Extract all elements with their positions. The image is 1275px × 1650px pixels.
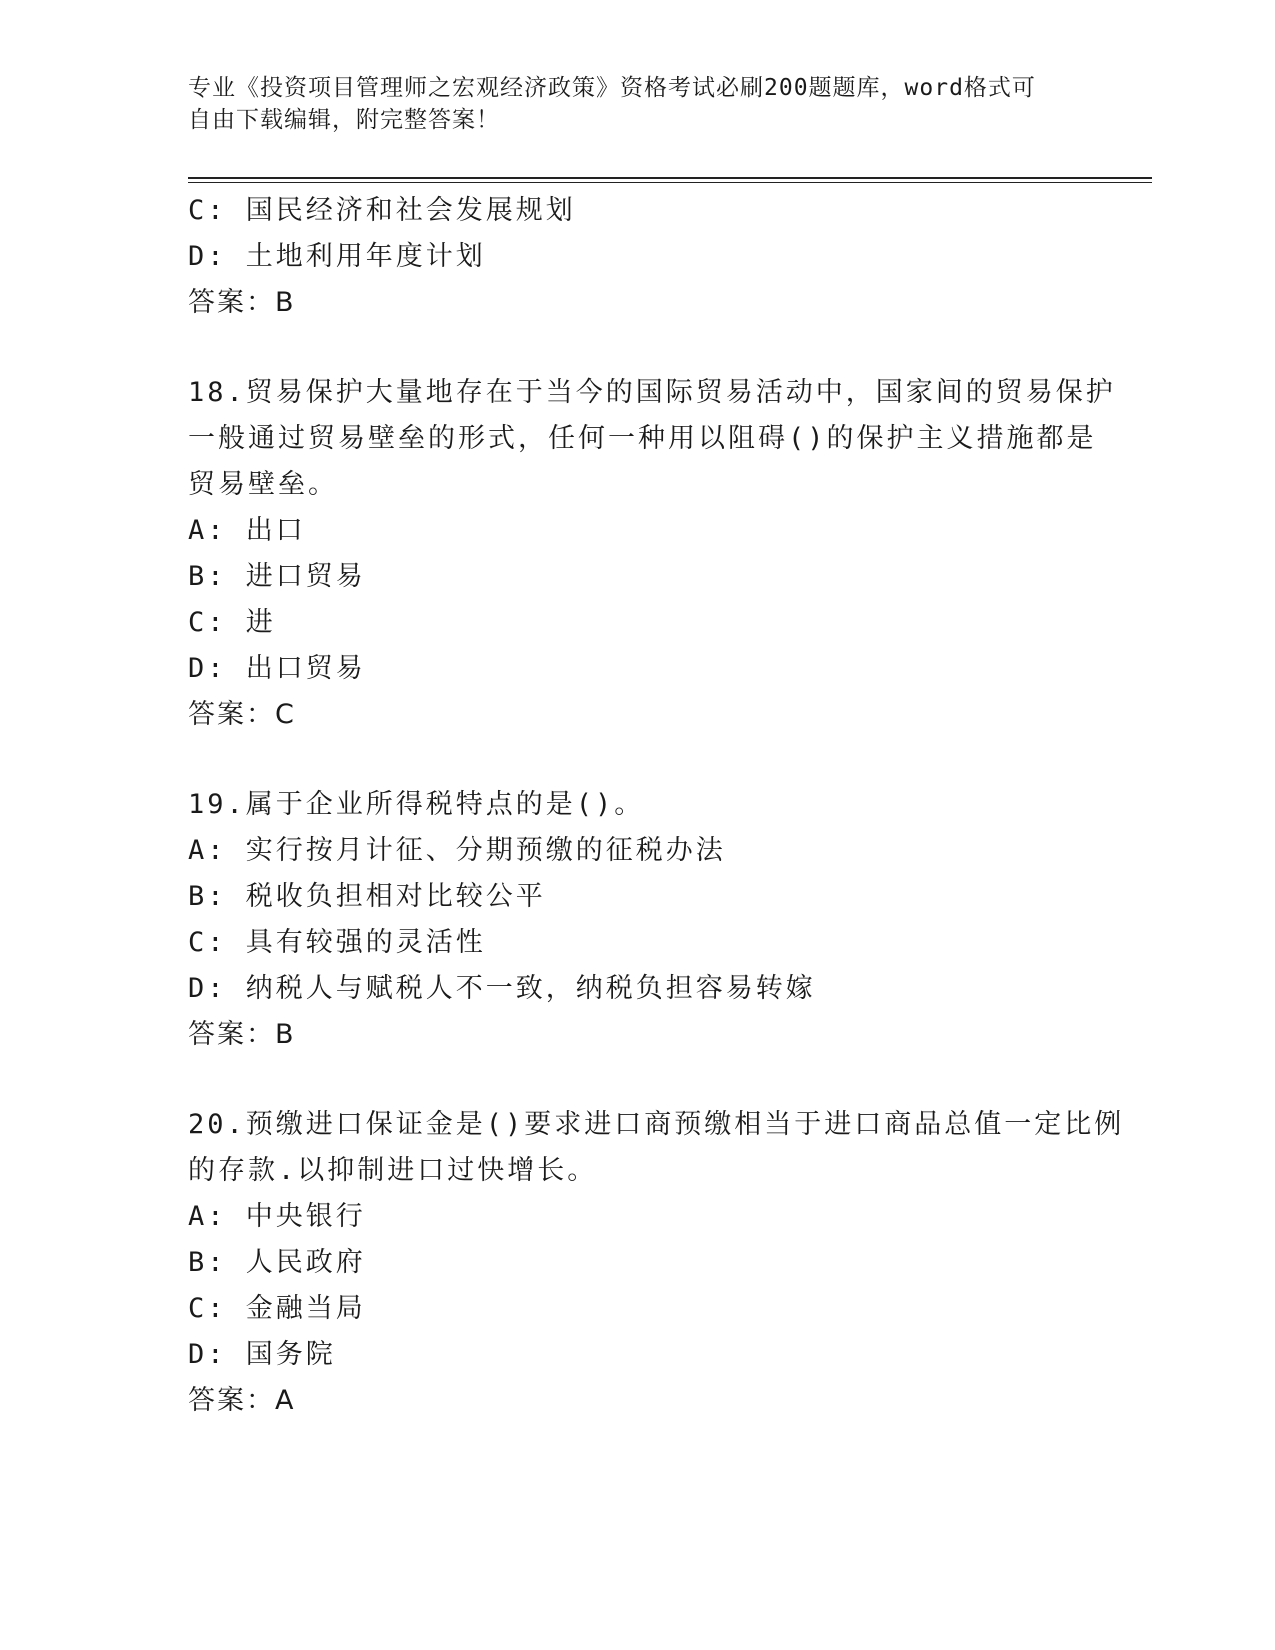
option-a: A: 中央银行 [188, 1201, 366, 1232]
option-a: A: 出口 [188, 515, 306, 546]
header-title-line-1: 专业《投资项目管理师之宏观经济政策》资格考试必刷200题题库，word格式可 [188, 75, 1036, 101]
question-list [188, 188, 1125, 1424]
answer-line: 答案：A [188, 1385, 296, 1416]
option-b: B: 进口贸易 [188, 561, 366, 592]
header-title-line-2: 自由下载编辑，附完整答案！ [188, 107, 500, 133]
answer-line: 答案：C [188, 699, 296, 730]
question-spacer [188, 326, 1088, 370]
question-text-line-2: 的存款.以抑制进口过快增长。 [188, 1155, 598, 1186]
header-divider-thin [188, 182, 1152, 183]
header-divider-thick [188, 177, 1152, 179]
question-text-line-1: 19.属于企业所得税特点的是()。 [188, 789, 645, 820]
option-d: D: 纳税人与赋税人不一致，纳税负担容易转嫁 [188, 973, 816, 1004]
question-text-line-1: 20.预缴进口保证金是()要求进口商预缴相当于进口商品总值一定比例 [188, 1109, 1125, 1140]
answer-line: 答案：B [188, 287, 296, 318]
question-text-line-1: 18.贸易保护大量地存在于当今的国际贸易活动中，国家间的贸易保护 [188, 377, 1116, 408]
option-d: D: 国务院 [188, 1339, 336, 1370]
question-17-tail [188, 188, 1088, 326]
option-c: C: 具有较强的灵活性 [188, 927, 486, 958]
option-c: C: 进 [188, 607, 276, 638]
question-spacer [188, 738, 1088, 782]
option-c: C: 国民经济和社会发展规划 [188, 195, 576, 226]
answer-line: 答案：B [188, 1019, 296, 1050]
question-18 [188, 370, 1116, 738]
option-a: A: 实行按月计征、分期预缴的征税办法 [188, 835, 726, 866]
option-d: D: 土地利用年度计划 [188, 241, 486, 272]
page-header [188, 72, 1068, 136]
question-spacer [188, 1058, 1088, 1102]
option-b: B: 人民政府 [188, 1247, 366, 1278]
option-d: D: 出口贸易 [188, 653, 366, 684]
question-20 [188, 1102, 1125, 1424]
option-c: C: 金融当局 [188, 1293, 366, 1324]
option-b: B: 税收负担相对比较公平 [188, 881, 546, 912]
question-text-line-2: 一般通过贸易壁垒的形式，任何一种用以阻碍()的保护主义措施都是 [188, 423, 1097, 454]
question-text-line-3: 贸易壁垒。 [188, 469, 338, 500]
question-19 [188, 782, 1088, 1058]
